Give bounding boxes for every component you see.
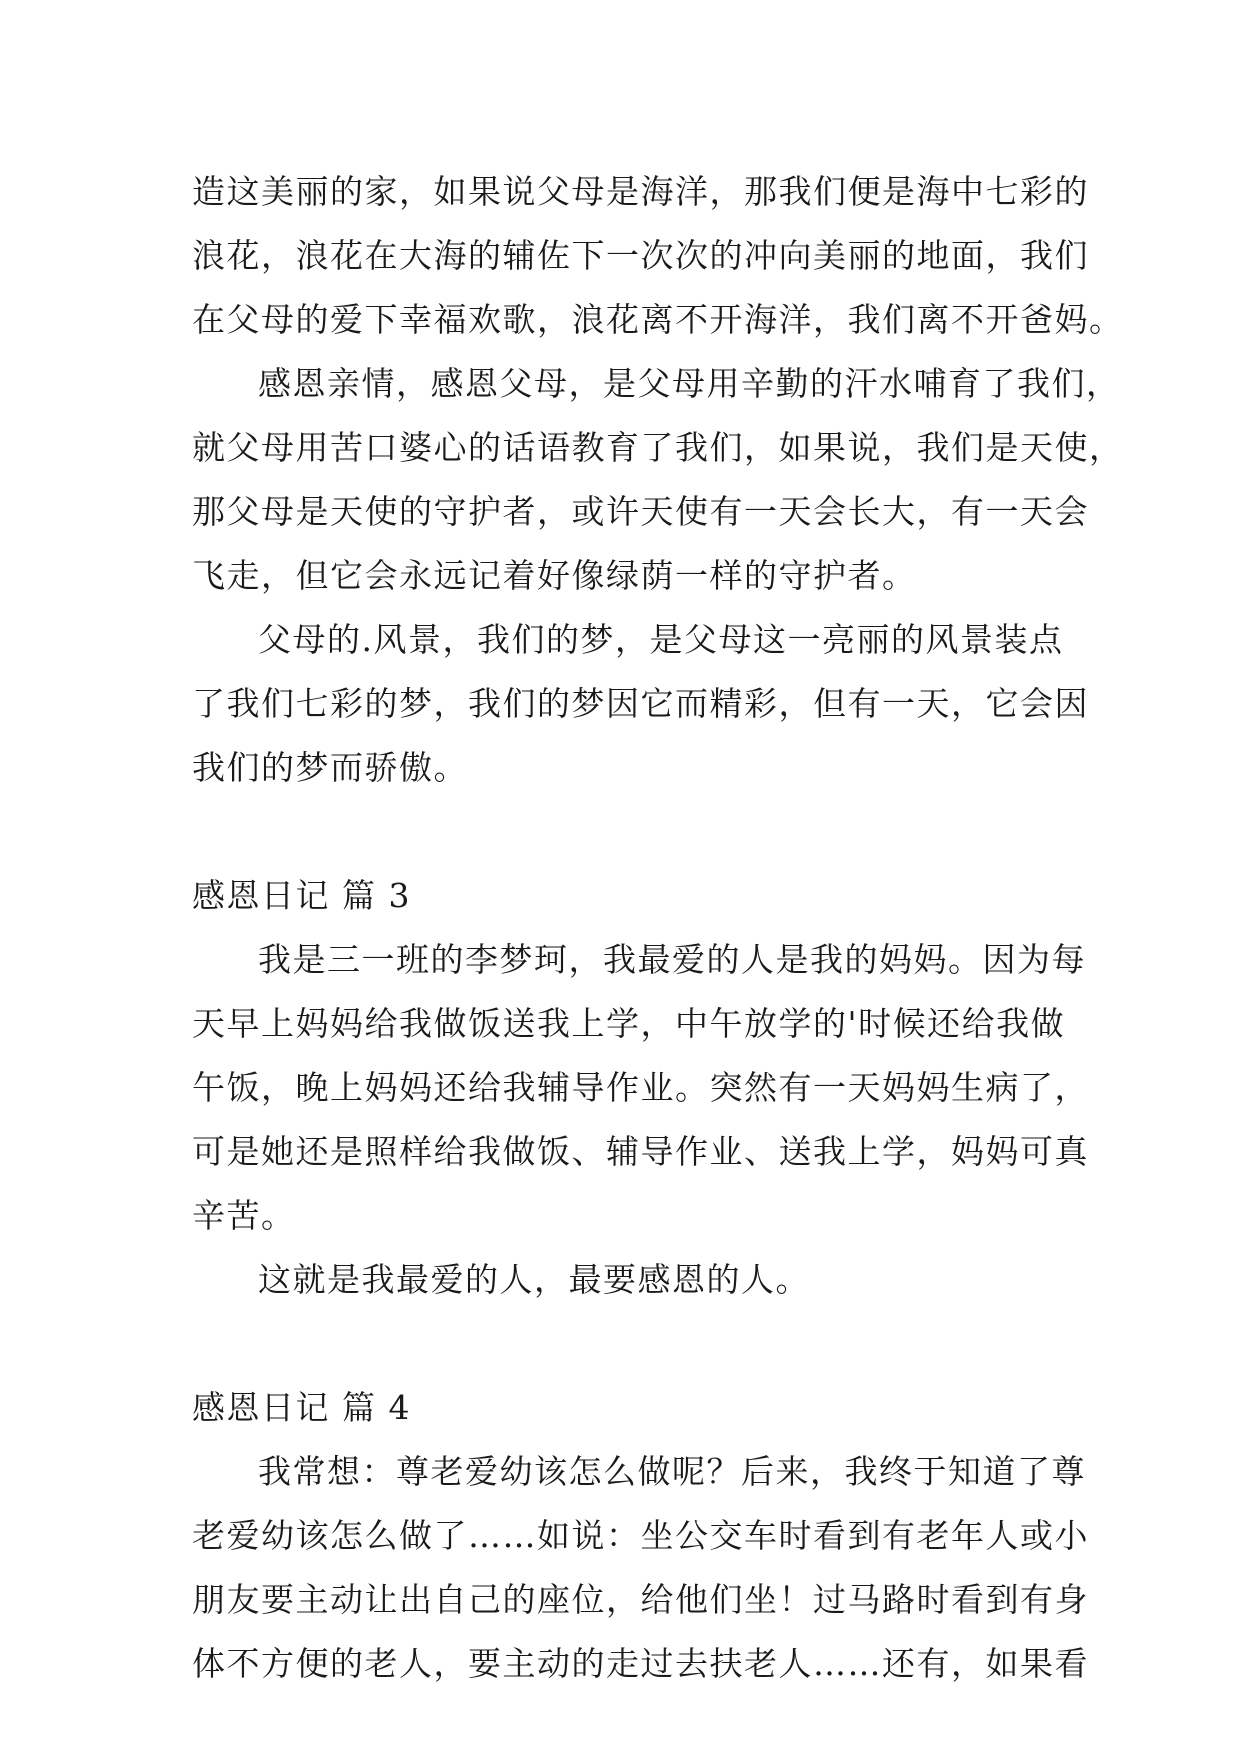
text-line: 那父母是天使的守护者，或许天使有一天会长大，有一天会: [192, 492, 1089, 531]
section-heading: 感恩日记 篇 3: [192, 876, 411, 915]
text-line: 老爱幼该怎么做了……如说：坐公交车时看到有老年人或小: [192, 1516, 1089, 1555]
text-line: 浪花，浪花在大海的辅佐下一次次的冲向美丽的地面，我们: [192, 236, 1089, 275]
paragraph-first-line: 我是三一班的李梦珂，我最爱的人是我的妈妈。因为每: [258, 940, 1086, 979]
text-line: 天早上妈妈给我做饭送我上学，中午放学的'时候还给我做: [192, 1004, 1066, 1043]
section-gap: [192, 800, 1072, 864]
paragraph-first-line: 这就是我最爱的人，最要感恩的人。: [258, 1260, 810, 1299]
text-line: 造这美丽的家，如果说父母是海洋，那我们便是海中七彩的: [192, 172, 1089, 211]
text-line: 可是她还是照样给我做饭、辅导作业、送我上学，妈妈可真: [192, 1132, 1089, 1171]
paragraph-first-line: 父母的.风景，我们的梦，是父母这一亮丽的风景装点: [258, 620, 1064, 659]
text-line: 辛苦。: [192, 1196, 296, 1235]
text-line: 在父母的爱下幸福欢歌，浪花离不开海洋，我们离不开爸妈。: [192, 300, 1124, 339]
text-line: 体不方便的老人，要主动的走过去扶老人……还有，如果看: [192, 1644, 1089, 1683]
section-gap: [192, 1312, 1072, 1376]
text-line: 飞走，但它会永远记着好像绿荫一样的守护者。: [192, 556, 917, 595]
text-line: 我们的梦而骄傲。: [192, 748, 468, 787]
text-line: 午饭，晚上妈妈还给我辅导作业。突然有一天妈妈生病了，: [192, 1068, 1089, 1107]
text-line: 了我们七彩的梦，我们的梦因它而精彩，但有一天，它会因: [192, 684, 1089, 723]
text-line: 朋友要主动让出自己的座位，给他们坐！过马路时看到有身: [192, 1580, 1089, 1619]
paragraph-first-line: 感恩亲情，感恩父母，是父母用辛勤的汗水哺育了我们，: [258, 364, 1121, 403]
paragraph-first-line: 我常想：尊老爱幼该怎么做呢？后来，我终于知道了尊: [258, 1452, 1086, 1491]
document-body: [192, 160, 1124, 1696]
text-line: 就父母用苦口婆心的话语教育了我们，如果说，我们是天使，: [192, 428, 1124, 467]
section-heading: 感恩日记 篇 4: [192, 1388, 411, 1427]
